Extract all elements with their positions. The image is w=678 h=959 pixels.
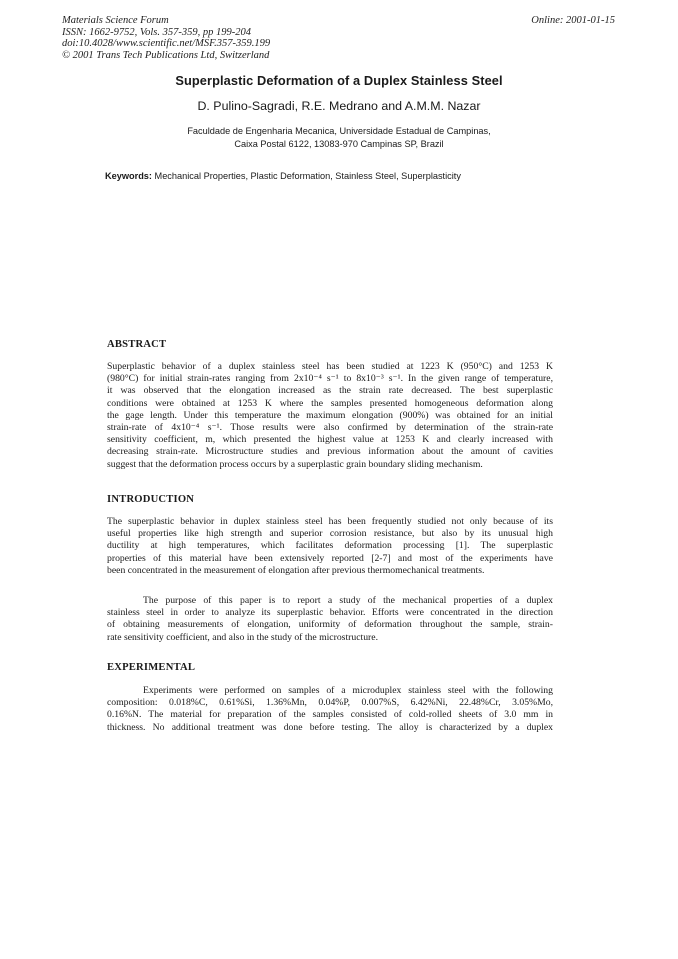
text-line: The purpose of this paper is to report a study of the mechanical properties of a duplex — [143, 595, 553, 606]
text-line: properties of this material have been extensively reported [2-7] and most of the experiments have — [107, 552, 553, 564]
text-line: conditions were obtained at 1253 K where the samples presented homogeneous deformation along — [107, 397, 553, 409]
paper-title: Superplastic Deformation of a Duplex Stainless Steel — [175, 73, 503, 88]
text-line: it was observed that the elongation increased as the strain rate decreased. The best superplastic — [107, 385, 553, 397]
text-line: thickness. No additional treatment was done before testing. The alloy is characterized by a duplex — [107, 721, 553, 733]
text-line: of obtaining measurements of elongation, uniformity of deformation throughout the sample, strain- — [107, 619, 553, 631]
online-date: Online: 2001-01-15 — [531, 15, 615, 26]
experimental-heading: EXPERIMENTAL — [107, 662, 196, 673]
affiliation — [0, 125, 678, 150]
text-line: 0.16%N. The material for preparation of the samples consisted of cold-rolled sheets of 3.0 mm in — [107, 709, 553, 721]
text-line: rate sensitivity coefficient, and also in the study of the microstructure. — [107, 631, 378, 643]
text-line: stainless steel in order to analyze its superplastic behavior. Efforts were concentrated in the direction — [107, 607, 553, 619]
text-line: sensitivity coefficient, m, which presented the highest value at 1253 K and clearly increased with — [107, 434, 553, 446]
keywords-text: Mechanical Properties, Plastic Deformation, Stainless Steel, Superplasticity — [154, 171, 461, 181]
text-line: suggest that the deformation process occurs by a superplastic grain boundary sliding mechanism. — [107, 458, 483, 470]
text-line: composition: 0.018%C, 0.61%Si, 1.36%Mn, 0.04%P, 0.007%S, 6.42%Ni, 22.48%Cr, 3.05%Mo, — [107, 697, 553, 709]
journal-issn: ISSN: 1662-9752, Vols. 357-359, pp 199-204 — [62, 26, 251, 38]
journal-name: Materials Science Forum — [62, 15, 169, 26]
text-line: Experiments were performed on samples of a microduplex stainless steel with the following — [143, 685, 553, 696]
introduction-paragraph-2 — [107, 595, 553, 644]
experimental-body — [107, 685, 553, 734]
affiliation-line: Faculdade de Engenharia Mecanica, Universidade Estadual de Campinas, — [187, 126, 491, 136]
abstract-heading: ABSTRACT — [107, 339, 167, 350]
text-line: strain-rate of 4x10⁻⁴ s⁻¹. Those results were also confirmed by determination of the strain-rate — [107, 422, 553, 434]
journal-header — [62, 15, 270, 61]
affiliation-line: Caixa Postal 6122, 13083-970 Campinas SP, Brazil — [234, 138, 444, 149]
text-line: ductility at high temperatures, which facilitates deformation processing [1]. The superplastic — [107, 540, 553, 552]
journal-copyright: © 2001 Trans Tech Publications Ltd, Switzerland — [62, 49, 270, 61]
text-line: useful properties like high strength and superior corrosion resistance, but also by its unusual high — [107, 528, 553, 540]
text-line: decreasing strain-rate. Microstructure studies and previous information about the amount of cavities — [107, 446, 553, 458]
keywords-label: Keywords: — [105, 171, 152, 181]
abstract-body — [107, 361, 553, 471]
keywords — [105, 171, 461, 181]
paper-authors: D. Pulino-Sagradi, R.E. Medrano and A.M.M. Nazar — [197, 99, 481, 113]
text-line: (980°C) for initial strain-rates ranging from 2x10⁻⁴ s⁻¹ to 8x10⁻³ s⁻¹. In the given range of temperature, — [107, 373, 553, 385]
text-line: been concentrated in the measurement of elongation after previous thermomechanical treatments. — [107, 564, 485, 576]
text-line: the gage length. Under this temperature the maximum elongation (900%) was obtained for an initial — [107, 409, 553, 421]
introduction-heading: INTRODUCTION — [107, 494, 195, 505]
text-line: Superplastic behavior of a duplex stainless steel has been studied at 1223 K (950°C) and 1253 K — [107, 361, 553, 372]
text-line: The superplastic behavior in duplex stainless steel has been frequently studied not only because of its — [107, 516, 553, 527]
introduction-paragraph-1 — [107, 516, 553, 577]
journal-doi: doi:10.4028/www.scientific.net/MSF.357-359.199 — [62, 38, 271, 50]
